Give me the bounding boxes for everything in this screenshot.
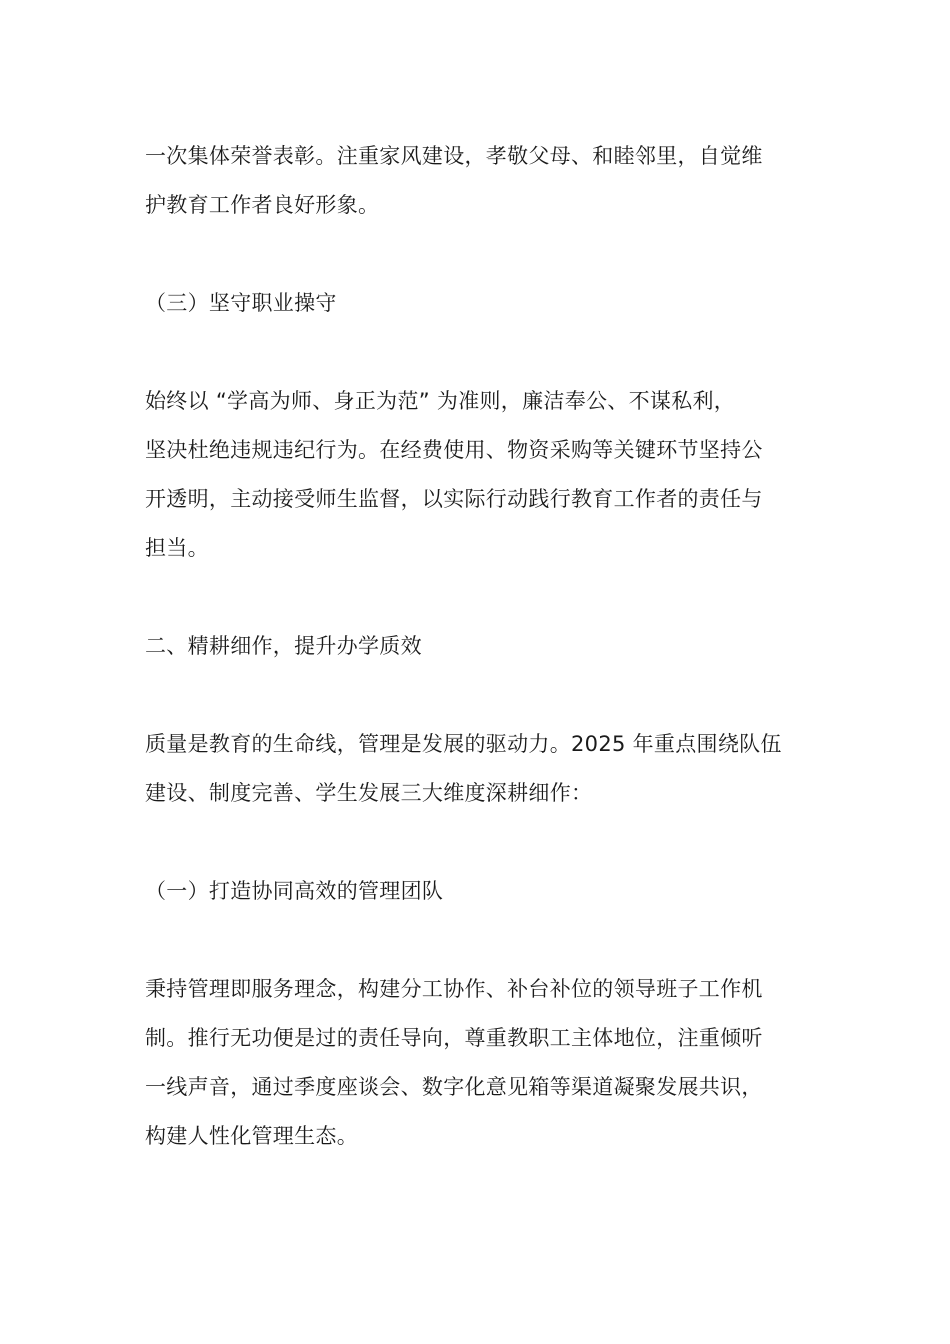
text-line: 始终以 “学高为师、身正为范” 为准则，廉洁奉公、不谋私利， [145,389,736,413]
paragraph-integrity [145,377,810,573]
text-line: 担当。 [145,536,209,560]
section-heading-management-team [145,867,810,916]
text-line: 建设、制度完善、学生发展三大维度深耕细作： [145,781,593,805]
text-line: 秉持管理即服务理念，构建分工协作、补台补位的领导班子工作机 [145,977,763,1001]
chapter-heading-quality [145,622,810,671]
text-line: 制。推行无功便是过的责任导向，尊重教职工主体地位，注重倾听 [145,1026,763,1050]
text-line: 护教育工作者良好形象。 [145,193,380,217]
paragraph-quality-intro [145,720,810,818]
text-line: 一线声音，通过季度座谈会、数字化意见箱等渠道凝聚发展共识， [145,1075,763,1099]
text-line: 开透明，主动接受师生监督，以实际行动践行教育工作者的责任与 [145,487,763,511]
paragraph-management-service [145,965,810,1161]
paragraph-family-values [145,132,810,230]
document-body [145,132,810,1210]
heading-text: （三）坚守职业操守 [145,291,337,315]
text-line: 一次集体荣誉表彰。注重家风建设，孝敬父母、和睦邻里，自觉维 [145,144,763,168]
heading-text: （一）打造协同高效的管理团队 [145,879,444,903]
text-line: 构建人性化管理生态。 [145,1124,358,1148]
text-line: 质量是教育的生命线，管理是发展的驱动力。2025 年重点围绕队伍 [145,732,782,756]
heading-text: 二、精耕细作，提升办学质效 [145,634,422,658]
section-heading-professional-ethics [145,279,810,328]
text-line: 坚决杜绝违规违纪行为。在经费使用、物资采购等关键环节坚持公 [145,438,763,462]
